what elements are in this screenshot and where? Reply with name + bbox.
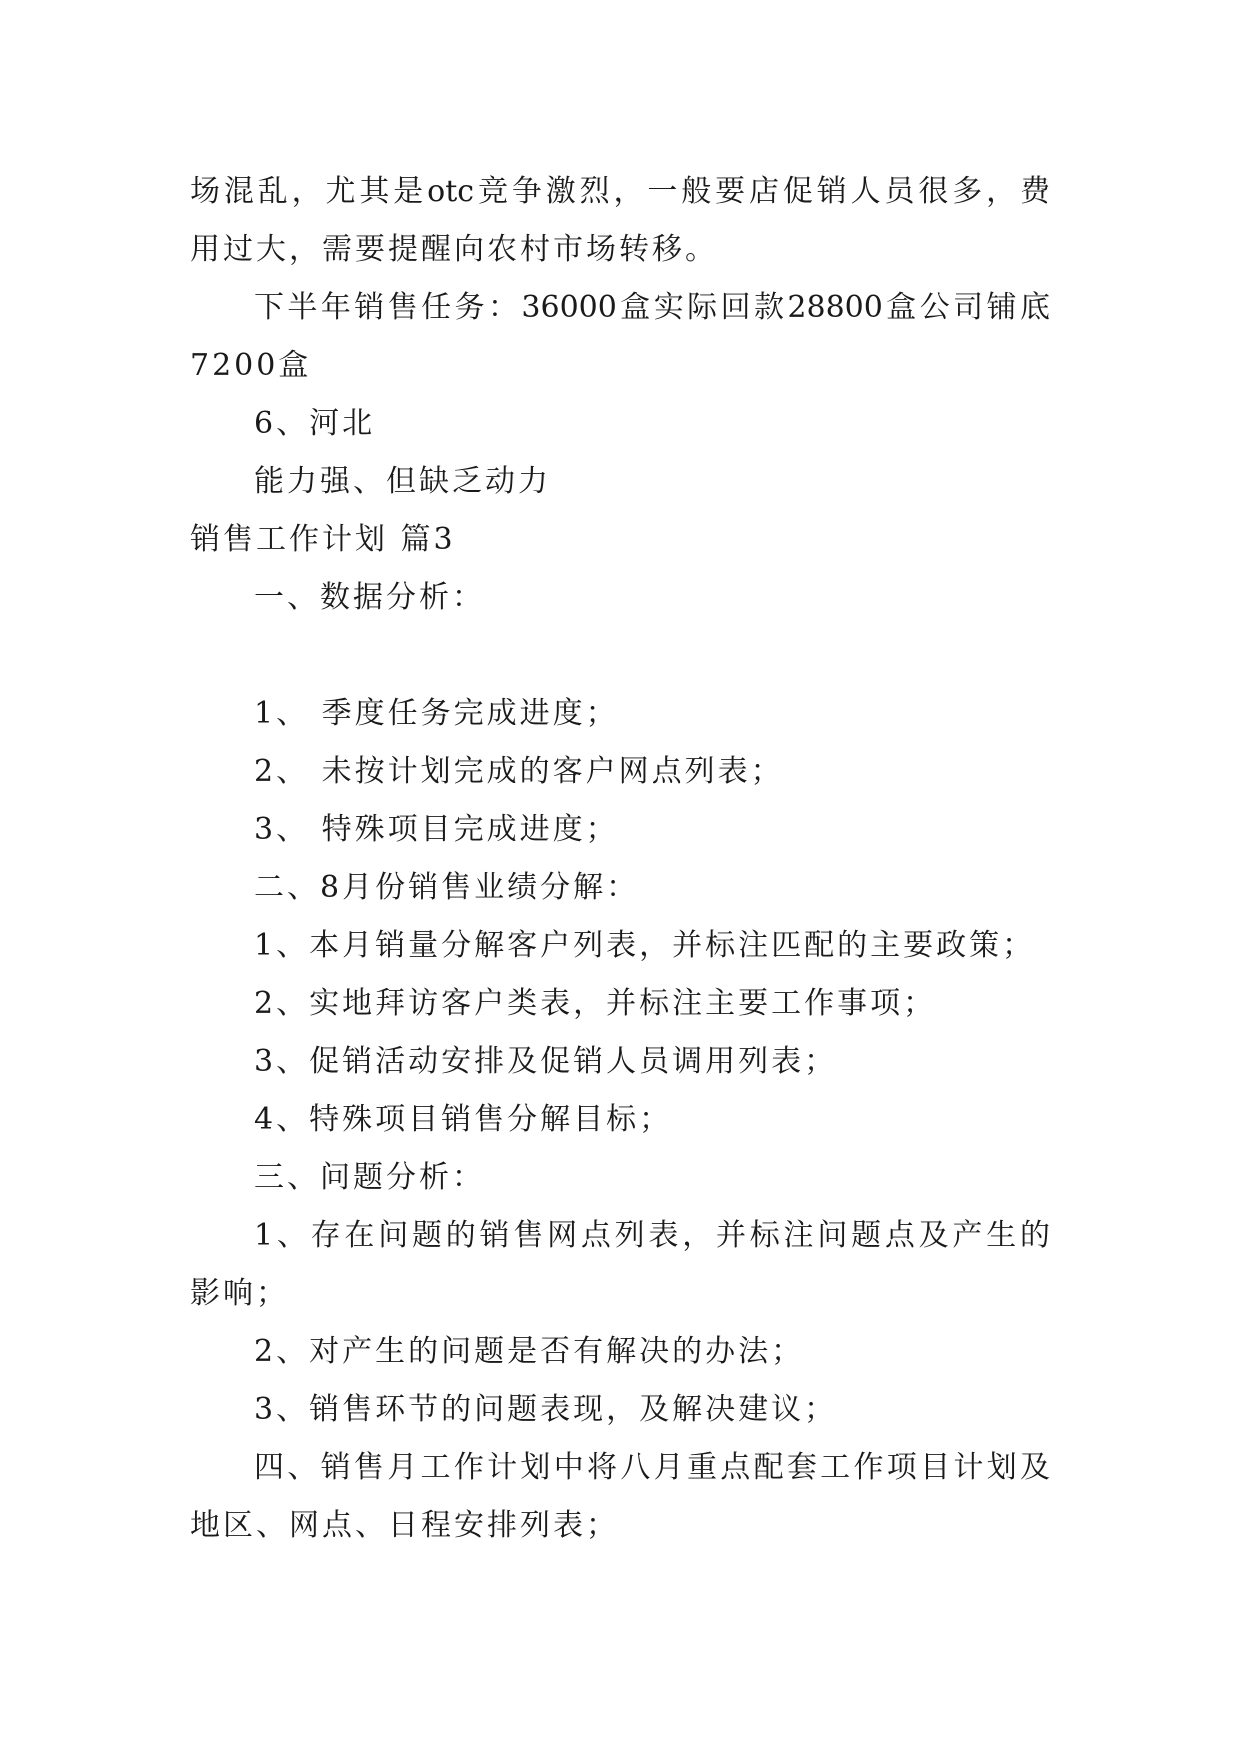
paragraph-line: 6、河北	[254, 406, 376, 441]
section-subheading: 四、销售月工作计划中将八月重点配套工作项目计划及	[254, 1450, 1050, 1485]
list-item-continuation: 影响；	[190, 1276, 289, 1311]
list-item: 1、本月销量分解客户列表，并标注匹配的主要政策；	[254, 928, 1036, 963]
list-item: 2、 未按计划完成的客户网点列表；	[254, 754, 784, 789]
list-item: 2、实地拜访客户类表，并标注主要工作事项；	[254, 986, 937, 1021]
paragraph-line: 7200盒	[190, 348, 312, 383]
list-item: 4、特殊项目销售分解目标；	[254, 1102, 673, 1137]
section-heading: 销售工作计划 篇3	[190, 522, 456, 557]
paragraph-line: 地区、网点、日程安排列表；	[190, 1508, 619, 1543]
paragraph-line: 能力强、但缺乏动力	[254, 464, 551, 499]
section-subheading: 二、8月份销售业绩分解：	[254, 870, 640, 905]
list-item: 1、存在问题的销售网点列表，并标注问题点及产生的	[254, 1218, 1050, 1253]
section-subheading: 三、问题分析：	[254, 1160, 485, 1195]
list-item: 3、促销活动安排及促销人员调用列表；	[254, 1044, 838, 1079]
paragraph-line: 场混乱，尤其是otc竞争激烈，一般要店促销人员很多，费	[190, 174, 1050, 209]
paragraph-line: 用过大，需要提醒向农村市场转移。	[190, 232, 718, 267]
list-item: 3、销售环节的问题表现，及解决建议；	[254, 1392, 838, 1427]
paragraph-line: 下半年销售任务：36000盒实际回款28800盒公司铺底	[254, 290, 1050, 325]
list-item: 1、 季度任务完成进度；	[254, 696, 619, 731]
list-item: 3、 特殊项目完成进度；	[254, 812, 619, 847]
list-item: 2、对产生的问题是否有解决的办法；	[254, 1334, 805, 1369]
section-subheading: 一、数据分析：	[254, 580, 485, 615]
